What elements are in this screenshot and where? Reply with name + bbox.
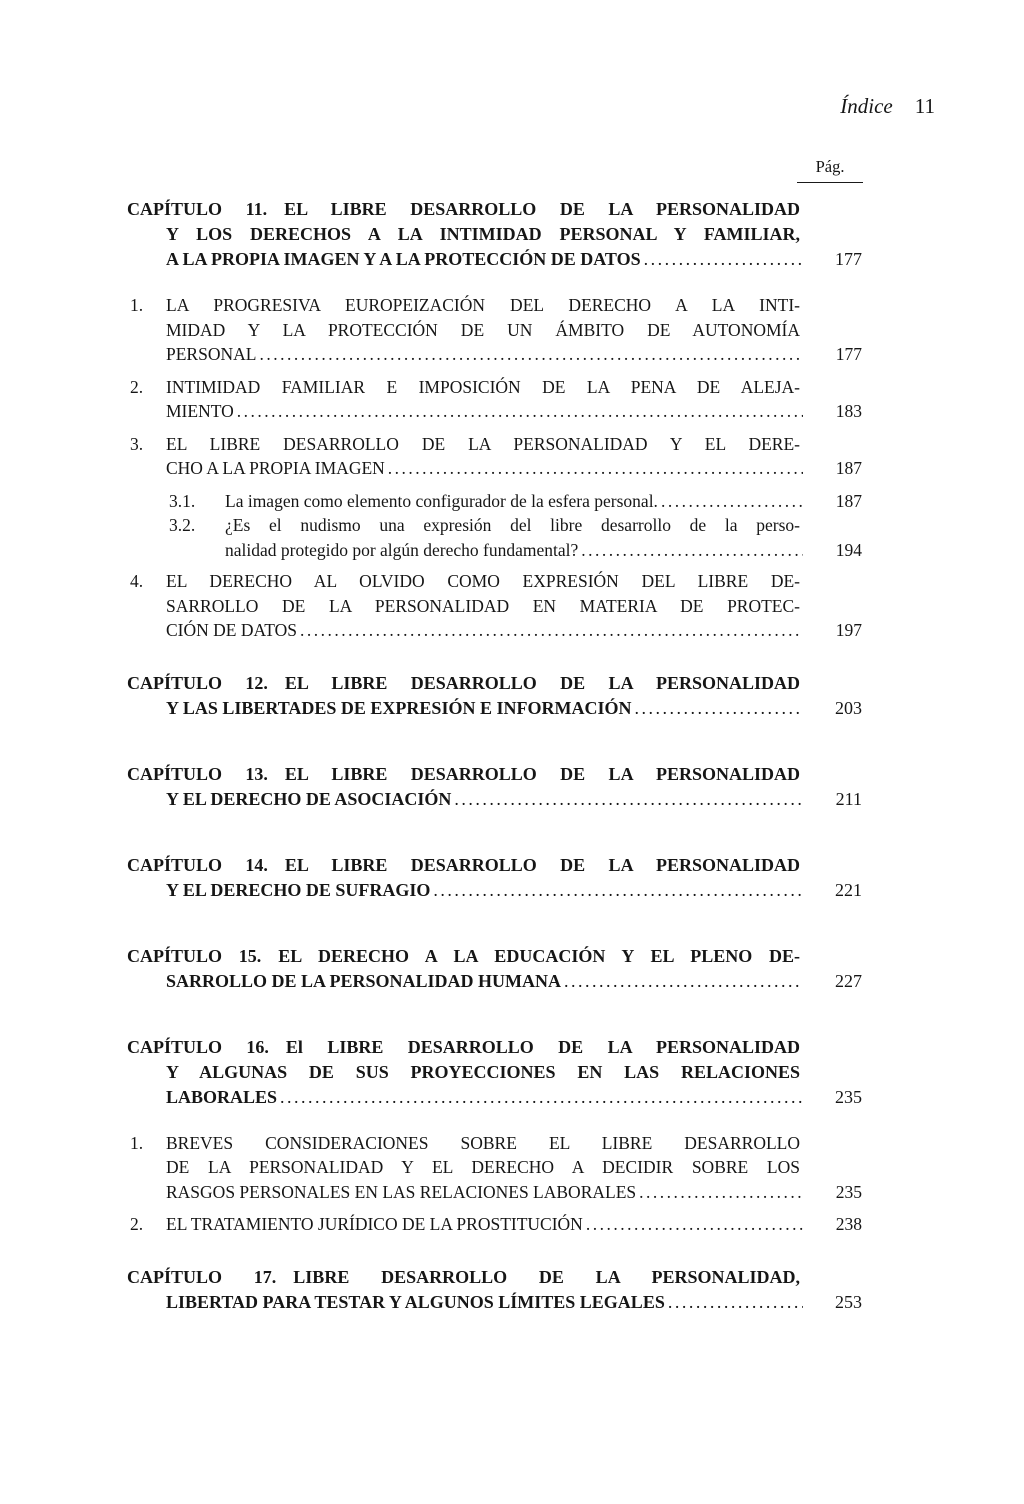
- entry-label: 2.: [130, 376, 144, 397]
- toc-entry: [127, 197, 862, 272]
- entry-line: [127, 1265, 862, 1290]
- entry-last-line: [127, 1180, 862, 1205]
- entry-text: INTIMIDAD FAMILIAR E IMPOSICIÓN DE LA PENA DE ALEJA-: [166, 376, 800, 397]
- dot-leader: [300, 618, 803, 643]
- entry-page-number: 211: [835, 788, 862, 809]
- entry-text: LIBERTAD PARA TESTAR Y ALGUNOS LÍMITES LEGALES: [166, 1291, 665, 1312]
- entry-text: EL LIBRE DESARROLLO DE LA PERSONALIDAD: [284, 763, 800, 784]
- entry-last-line: [127, 787, 862, 812]
- entry-page-number: 177: [835, 249, 862, 269]
- entry-line: [127, 853, 862, 878]
- page-column-header: [797, 156, 863, 183]
- entry-text: Y EL DERECHO DE SUFRAGIO: [166, 879, 431, 900]
- entry-last-line: [127, 1085, 862, 1110]
- toc-entry: [127, 375, 862, 424]
- entry-label: 4.: [130, 571, 144, 591]
- entry-last-line: [127, 1290, 862, 1315]
- entry-text: ¿Es el nudismo una expresión del libre desarrollo de la perso-: [225, 515, 800, 535]
- toc-entry: [168, 513, 862, 562]
- entry-text: CIÓN DE DATOS: [166, 620, 297, 640]
- entry-last-line: [127, 969, 862, 994]
- entry-text: EL LIBRE DESARROLLO DE LA PERSONALIDAD: [284, 672, 800, 693]
- entry-text: EL DERECHO A LA EDUCACIÓN Y EL PLENO DE-: [278, 945, 800, 966]
- dot-leader: [388, 456, 803, 481]
- entry-line: [127, 944, 862, 969]
- toc-entry: [127, 671, 862, 721]
- entry-text: SARROLLO DE LA PERSONALIDAD HUMANA: [166, 970, 562, 991]
- entry-line: [127, 671, 862, 696]
- pag-label-text: Pág.: [815, 157, 845, 176]
- entry-line: [127, 762, 862, 787]
- entry-label: CAPÍTULO 15.: [127, 945, 262, 966]
- entry-line: [127, 569, 862, 594]
- entry-text: La imagen como elemento configurador de la esfera personal.: [225, 490, 658, 511]
- entry-last-line: [127, 618, 862, 643]
- dot-leader: [644, 247, 803, 272]
- entry-line: [127, 375, 862, 400]
- toc-entry: [127, 762, 862, 812]
- entry-page-number: 194: [835, 539, 862, 560]
- entry-page-number: 238: [835, 1214, 862, 1234]
- page-header: [840, 93, 935, 119]
- entry-text: EL LIBRE DESARROLLO DE LA PERSONALIDAD: [284, 854, 800, 875]
- dot-leader: [661, 489, 803, 514]
- dot-leader: [581, 538, 803, 563]
- entry-page-number: 253: [835, 1291, 862, 1312]
- entry-text: CHO A LA PROPIA IMAGEN: [166, 458, 385, 478]
- entry-text: Y LAS LIBERTADES DE EXPRESIÓN E INFORMACIÓN: [166, 697, 632, 718]
- entry-label: CAPÍTULO 11.: [127, 199, 268, 219]
- entry-label: 3.1.: [169, 490, 196, 511]
- entry-page-number: 177: [835, 344, 862, 364]
- entry-text: nalidad protegido por algún derecho fundamental?: [225, 539, 579, 560]
- entry-label: CAPÍTULO 13.: [127, 763, 268, 784]
- entry-page-number: 227: [835, 970, 862, 991]
- running-title: Índice: [840, 94, 893, 118]
- entry-text: EL DERECHO AL OLVIDO COMO EXPRESIÓN DEL LIBRE DE-: [166, 571, 800, 591]
- entry-last-line: [127, 1212, 862, 1237]
- entry-line: [127, 432, 862, 457]
- entry-text: EL TRATAMIENTO JURÍDICO DE LA PROSTITUCIÓN: [166, 1214, 583, 1234]
- dot-leader: [259, 342, 803, 367]
- toc-entry: [127, 853, 862, 903]
- entry-last-line: [127, 456, 862, 481]
- entry-last-line: [127, 696, 862, 721]
- entry-last-line: [168, 489, 862, 514]
- entry-page-number: 183: [835, 401, 862, 421]
- dot-leader: [668, 1290, 803, 1315]
- entry-page-number: 235: [835, 1181, 862, 1202]
- entry-page-number: 235: [835, 1086, 862, 1107]
- entry-line: [127, 293, 862, 318]
- entry-page-number: 187: [835, 458, 862, 478]
- entry-text: MIENTO: [166, 401, 234, 421]
- entry-page-number: 203: [835, 697, 862, 718]
- entry-line: [127, 1035, 862, 1060]
- entry-last-line: [168, 538, 862, 563]
- toc-entry: [127, 569, 862, 643]
- entry-label: 3.: [130, 433, 144, 454]
- entry-label: 2.: [130, 1214, 144, 1234]
- toc-entry: [127, 1212, 862, 1237]
- entry-text: MIDAD Y LA PROTECCIÓN DE UN ÁMBITO DE AUTONOMÍA: [166, 319, 800, 340]
- toc-entry: [127, 293, 862, 367]
- toc-entry: [127, 944, 862, 994]
- entry-last-line: [127, 878, 862, 903]
- entry-page-number: 187: [835, 490, 862, 511]
- entry-label: CAPÍTULO 14.: [127, 854, 268, 875]
- entry-text: SARROLLO DE LA PERSONALIDAD EN MATERIA DE PROTEC-: [166, 595, 800, 616]
- entry-line: [127, 1155, 862, 1180]
- dot-leader: [634, 696, 803, 721]
- entry-last-line: [127, 342, 862, 367]
- entry-text: A LA PROPIA IMAGEN Y A LA PROTECCIÓN DE DATOS: [166, 249, 641, 269]
- entry-label: CAPÍTULO 16.: [127, 1036, 269, 1057]
- dot-leader: [586, 1212, 803, 1237]
- entry-text: BREVES CONSIDERACIONES SOBRE EL LIBRE DESARROLLO: [166, 1132, 800, 1153]
- dot-leader: [433, 878, 803, 903]
- entry-line: [168, 513, 862, 538]
- entry-text: Y ALGUNAS DE SUS PROYECCIONES EN LAS RELACIONES: [166, 1061, 800, 1082]
- dot-leader: [454, 787, 803, 812]
- entry-label: 1.: [130, 295, 144, 315]
- entry-line: [127, 318, 862, 343]
- entry-label: 3.2.: [169, 515, 196, 535]
- dot-leader: [280, 1085, 803, 1110]
- entry-label: CAPÍTULO 17.: [127, 1266, 277, 1287]
- entry-text: LABORALES: [166, 1086, 278, 1107]
- toc-entry: [127, 1035, 862, 1110]
- entry-line: [127, 1131, 862, 1156]
- entry-last-line: [127, 247, 862, 272]
- entry-page-number: 197: [835, 620, 862, 640]
- entry-text: Y EL DERECHO DE ASOCIACIÓN: [166, 788, 452, 809]
- entry-text: EL LIBRE DESARROLLO DE LA PERSONALIDAD: [284, 199, 800, 219]
- entry-line: [127, 197, 862, 222]
- entry-label: CAPÍTULO 12.: [127, 672, 268, 693]
- entry-line: [127, 1060, 862, 1085]
- entry-text: RASGOS PERSONALES EN LAS RELACIONES LABORALES: [166, 1181, 637, 1202]
- entry-label: 1.: [130, 1132, 144, 1153]
- dot-leader: [237, 399, 803, 424]
- toc-entry: [127, 432, 862, 481]
- entry-line: [127, 594, 862, 619]
- entry-text: LA PROGRESIVA EUROPEIZACIÓN DEL DERECHO A LA INTI-: [166, 295, 800, 315]
- entry-last-line: [127, 399, 862, 424]
- dot-leader: [639, 1180, 803, 1205]
- entry-line: [127, 222, 862, 247]
- entry-text: El LIBRE DESARROLLO DE LA PERSONALIDAD: [285, 1036, 801, 1057]
- toc-entry: [127, 1131, 862, 1205]
- entry-text: DE LA PERSONALIDAD Y EL DERECHO A DECIDIR SOBRE LOS: [166, 1157, 800, 1177]
- entry-page-number: 221: [835, 879, 862, 900]
- running-page-number: 11: [914, 94, 935, 118]
- dot-leader: [564, 969, 803, 994]
- entry-text: Y LOS DERECHOS A LA INTIMIDAD PERSONAL Y FAMILIAR,: [166, 224, 800, 244]
- toc-list: [127, 197, 862, 1315]
- toc-entry: [127, 1265, 862, 1315]
- entry-text: LIBRE DESARROLLO DE LA PERSONALIDAD,: [293, 1266, 800, 1287]
- toc-entry: [168, 489, 862, 514]
- entry-text: PERSONAL: [166, 344, 257, 364]
- entry-text: EL LIBRE DESARROLLO DE LA PERSONALIDAD Y EL DERE-: [166, 433, 800, 454]
